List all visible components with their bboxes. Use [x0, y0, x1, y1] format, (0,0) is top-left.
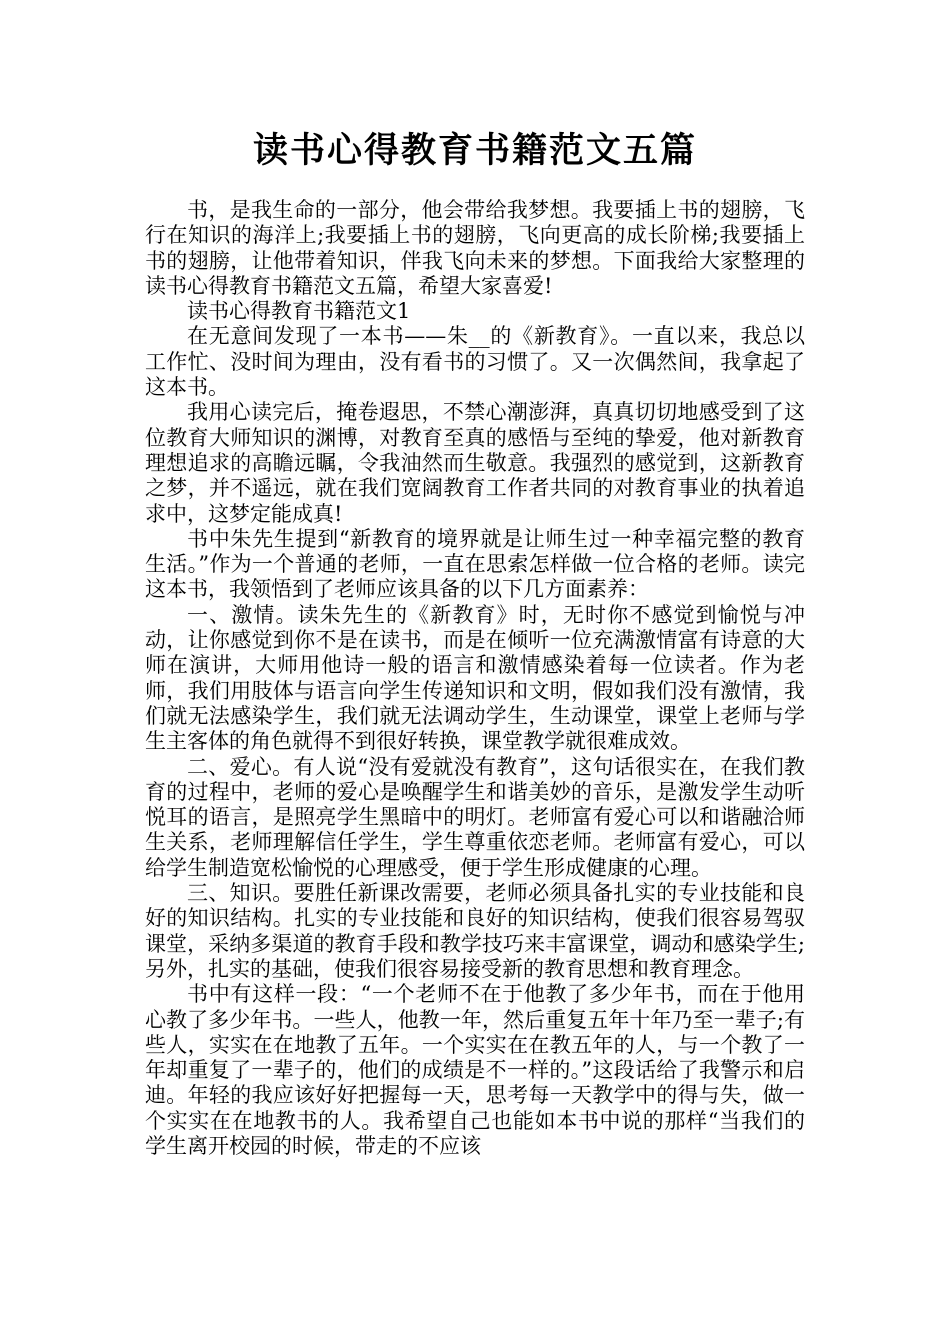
paragraph-intro: 书，是我生命的一部分，他会带给我梦想。我要插上书的翅膀，飞行在知识的海洋上;我要插上书的翅膀，飞向更高的成长阶梯;我要插上书的翅膀，让他带着知识，伴我飞向未来的梦想。下面我给大家整理的读书心得教育书籍范文五篇，希望大家喜爱!	[145, 198, 805, 298]
article-text	[145, 198, 805, 1159]
paragraph-love: 二、爱心。有人说“没有爱就没有教育”，这句话很实在，在我们教育的过程中，老师的爱心是唤醒学生和谐美妙的音乐，是激发学生动听悦耳的语言，是照亮学生黑暗中的明灯。老师富有爱心可以和谐融洽师生关系，老师理解信任学生，学生尊重依恋老师。老师富有爱心，可以给学生制造宽松愉悦的心理感受，便于学生形成健康的心理。	[145, 754, 805, 880]
paragraph: 书中朱先生提到“新教育的境界就是让师生过一种幸福完整的教育生活。”作为一个普通的老师，一直在思索怎样做一位合格的老师。读完这本书，我领悟到了老师应该具备的以下几方面素养：	[145, 526, 805, 602]
paragraph: 我用心读完后，掩卷遐思，不禁心潮澎湃，真真切切地感受到了这位教育大师知识的渊博，对教育至真的感悟与至纯的挚爱，他对新教育理想追求的高瞻远瞩，令我油然而生敬意。我强烈的感觉到，这新教育之梦，并不遥远，就在我们宽阔教育工作者共同的对教育事业的执着追求中，这梦定能成真!	[145, 400, 805, 526]
section-heading: 读书心得教育书籍范文1	[187, 299, 411, 324]
paragraph: 在无意间发现了一本书——朱__的《新教育》。一直以来，我总以工作忙、没时间为理由，没有看书的习惯了。又一次偶然间，我拿起了这本书。	[145, 324, 805, 400]
paragraph-passion: 一、激情。读朱先生的《新教育》时，无时你不感觉到愉悦与冲动，让你感觉到你不是在读书，而是在倾听一位充满激情富有诗意的大师在演讲，大师用他诗一般的语言和激情感染着每一位读者。作为老师，我们用肢体与语言向学生传递知识和文明，假如我们没有激情，我们就无法感染学生，我们就无法调动学生，生动课堂，课堂上老师与学生主客体的角色就得不到很好转换，课堂教学就很难成效。	[145, 602, 805, 754]
paragraph-knowledge: 三、知识。要胜任新课改需要，老师必须具备扎实的专业技能和良好的知识结构。扎实的专业技能和良好的知识结构，使我们很容易驾驭课堂，采纳多渠道的教育手段和教学技巧来丰富课堂，调动和感染学生;另外，扎实的基础，使我们很容易接受新的教育思想和教育理念。	[145, 881, 805, 981]
document-body	[145, 126, 805, 1159]
paragraph: 书中有这样一段：“一个老师不在于他教了多少年书，而在于他用心教了多少年书。一些人，他教一年，然后重复五年十年乃至一辈子;有些人，实实在在地教了五年。一个实实在在教五年的人，与一个教了一年却重复了一辈子的，他们的成绩是不一样的。”这段话给了我警示和启迪。年轻的我应该好好把握每一天，思考每一天教学中的得与失，做一个实实在在地教书的人。我希望自己也能如本书中说的那样“当我们的学生离开校园的时候，带走的不应该	[145, 982, 805, 1158]
document-title: 读书心得教育书籍范文五篇	[252, 130, 697, 171]
